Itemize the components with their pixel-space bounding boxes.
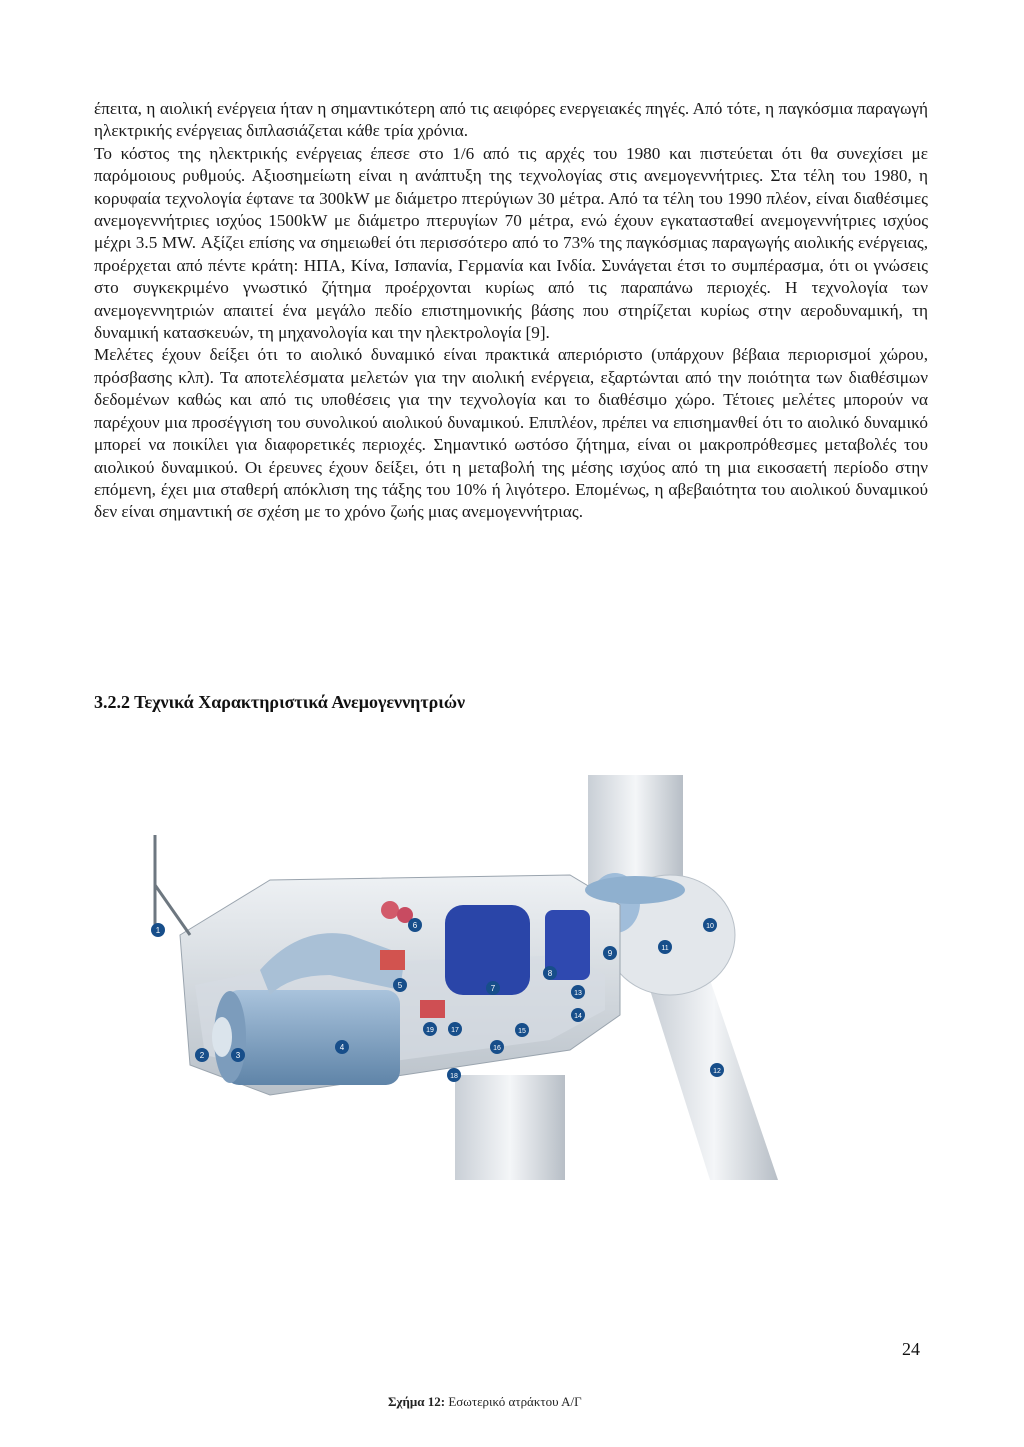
svg-text:18: 18: [450, 1073, 458, 1080]
body-text: [94, 98, 928, 524]
nacelle-illustration: [150, 775, 778, 1180]
generator: [225, 990, 400, 1085]
marker-12: [710, 1063, 724, 1077]
marker-15: [515, 1023, 529, 1037]
figure-caption: [388, 1394, 648, 1410]
svg-text:6: 6: [412, 921, 418, 930]
svg-text:13: 13: [574, 990, 582, 997]
marker-13: [571, 985, 585, 999]
marker-10: [703, 918, 717, 932]
marker-7: [486, 981, 500, 995]
svg-text:1: 1: [155, 926, 161, 935]
marker-1: [151, 923, 165, 937]
marker-6: [408, 918, 422, 932]
marker-3: [231, 1048, 245, 1062]
svg-text:8: 8: [547, 969, 553, 978]
section-heading: 3.2.2 Τεχνικά Χαρακτηριστικά Ανεμογεννητριών: [94, 692, 466, 712]
svg-text:2: 2: [199, 1051, 205, 1060]
svg-text:14: 14: [574, 1013, 582, 1020]
svg-text:17: 17: [451, 1027, 459, 1034]
svg-text:19: 19: [426, 1027, 434, 1034]
svg-text:11: 11: [661, 945, 669, 952]
marker-14: [571, 1008, 585, 1022]
svg-text:4: 4: [339, 1043, 345, 1052]
marker-9: [603, 946, 617, 960]
svg-text:12: 12: [713, 1068, 721, 1075]
marker-18: [447, 1068, 461, 1082]
tower: [455, 1075, 565, 1180]
marker-8: [543, 966, 557, 980]
svg-text:10: 10: [706, 923, 714, 930]
marker-17: [448, 1022, 462, 1036]
svg-text:9: 9: [607, 949, 613, 958]
marker-4: [335, 1040, 349, 1054]
page-number: 24: [902, 1339, 920, 1359]
paragraph: έπειτα, η αιολική ενέργεια ήταν η σημαντικότερη από τις αειφόρες ενεργειακές πηγές. Από τότε, η παγκόσμια παραγωγή ηλεκτρικής ενέργειας διπλασιάζεται κάθε τρία χρόνια.: [94, 99, 928, 141]
svg-text:7: 7: [490, 984, 496, 993]
marker-16: [490, 1040, 504, 1054]
caption-label: Σχήμα 12:: [388, 1394, 446, 1409]
svg-text:5: 5: [397, 981, 403, 990]
marker-19: [423, 1022, 437, 1036]
paragraph: Μελέτες έχουν δείξει ότι το αιολικό δυναμικό είναι πρακτικά απεριόριστο (υπάρχουν βέβαια περιορισμοί χώρου, πρόσβασης κλπ). Τα αποτελέσματα μελετών για την αιολική ενέργεια, εξαρτώνται από την ποιότητα των διαθέσιμων δεδομένων καθώς και από τις υποθέσεις για την τεχνολογία και το διαθέσιμο χώρο. Τέτοιες μελέτες μπορούν να παρέχουν μια προσέγγιση του συνολικού αιολικού δυναμικού. Επιπλέον, πρέπει να επισημανθεί ότι το αιολικό δυναμικό μπορεί να ποικίλει για διαφορετικές περιοχές. Σημαντικό ωστόσο ζήτημα, είναι οι μακροπρόθεσμες μεταβολές του αιολικού δυναμικού. Οι έρευνες έχουν δείξει, ότι η μεταβολή της μέσης ισχύος από τη μια εικοσαετή περίοδο στην επόμενη, έχει μια σταθερή απόκλιση της τάξης του 10% ή λιγότερο. Επομένως, η αβεβαιότητα του αιολικού δυναμικού δεν είναι σημαντική σε σχέση με το χρόνο ζωής μιας ανεμογεννήτριας.: [94, 345, 928, 522]
svg-text:16: 16: [493, 1045, 501, 1052]
marker-5: [393, 978, 407, 992]
marker-2: [195, 1048, 209, 1062]
gearbox: [445, 905, 530, 995]
caption-text: Εσωτερικό ατράκτου Α/Γ: [448, 1394, 582, 1409]
marker-11: [658, 940, 672, 954]
paragraph: Το κόστος της ηλεκτρικής ενέργειας έπεσε στο 1/6 από τις αρχές του 1980 και πιστεύεται ότι θα συνεχίσει με παρόμοιους ρυθμούς. Αξιοσημείωτη είναι η ανάπτυξη της τεχνολογίας στις ανεμογεννήτριες. Στα τέλη του 1980, η κορυφαία τεχνολογία έφτανε τα 300kW με διάμετρο πτερύγιων 30 μέτρα. Από τα τέλη του 1990 πλέον, είναι διαθέσιμες ανεμογεννήτριες ισχύος 1500kW με διάμετρο πτερυγίων 70 μέτρα, ενώ έχουν εγκατασταθεί ανεμογεννήτριες ισχύος μέχρι 3.5 MW. Αξίζει επίσης να σημειωθεί ότι περισσότερο από το 73% της παγκόσμιας παραγωγής αιολικής ενέργειας, προέρχεται από πέντε κράτη: ΗΠΑ, Κίνα, Ισπανία, Γερμανία και Ινδία. Συνάγεται έτσι το συμπέρασμα, ότι οι γνώσεις στο συγκεκριμένο γνωστικό ζήτημα προέρχονται κυρίως από τις παραπάνω περιοχές. Η τεχνολογία των ανεμογεννητριών απαιτεί ένα μεγάλο πεδίο επιστημονικής βάσης που στηρίζεται κυρίως στην αεροδυναμική, τη δυναμική κατασκευών, τη μηχανολογία και την ηλεκτρολογία [9].: [94, 143, 928, 343]
svg-text:3: 3: [235, 1051, 241, 1060]
svg-text:15: 15: [518, 1028, 526, 1035]
